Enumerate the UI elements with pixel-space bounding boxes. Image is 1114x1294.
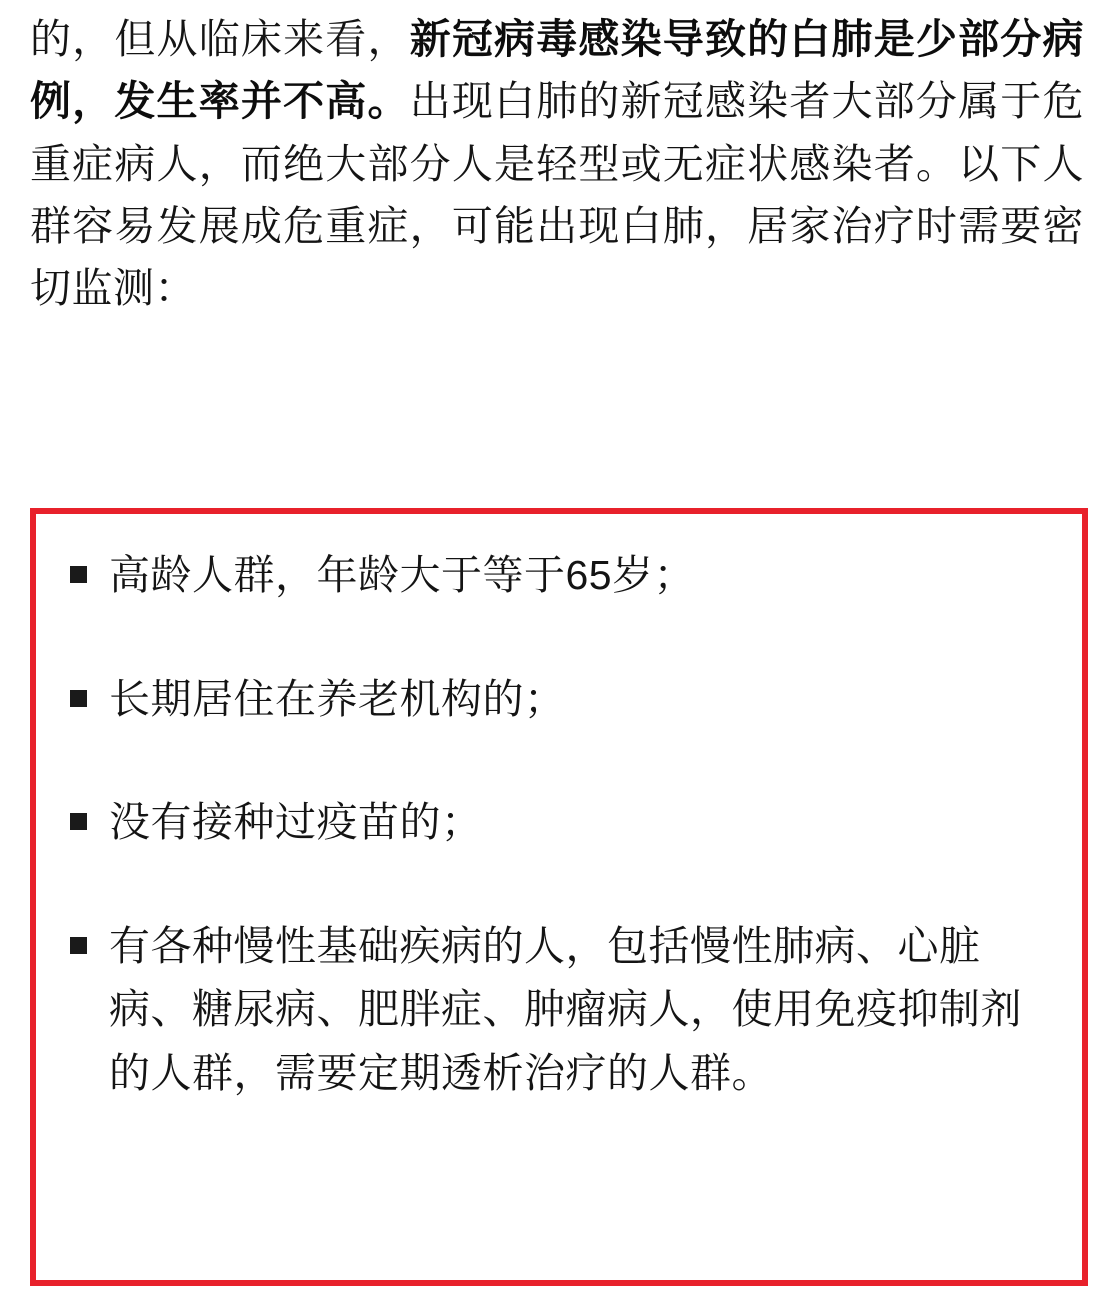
square-bullet-icon — [70, 813, 87, 830]
list-item — [70, 791, 1048, 855]
square-bullet-icon — [70, 690, 87, 707]
intro-segment-2-bold: 新冠病毒感染导致的白肺是少部分病例，发生率并不高。 — [30, 16, 1084, 125]
list-item-label: 长期居住在养老机构的； — [109, 675, 566, 722]
risk-group-list — [70, 544, 1048, 1105]
list-item-label: 有各种慢性基础疾病的人，包括慢性肺病、心脏病、糖尿病、肥胖症、肿瘤病人，使用免疫抑制剂的人群，需要定期透析治疗的人群。 — [109, 922, 1022, 1096]
list-item-label: 没有接种过疫苗的； — [109, 799, 483, 846]
list-item-label: 高龄人群，年龄大于等于65岁； — [109, 552, 696, 598]
square-bullet-icon — [70, 937, 87, 954]
list-item — [70, 668, 1048, 732]
list-item — [70, 544, 1048, 608]
square-bullet-icon — [70, 566, 87, 583]
list-item — [70, 915, 1048, 1106]
highlighted-callout-box — [30, 508, 1088, 1286]
intro-paragraph — [30, 0, 1084, 320]
intro-segment-1: 的，但从临床来看， — [30, 16, 410, 62]
intro-segment-3: 出现白肺的新冠感染者大部分属于危重症病人，而绝大部分人是轻型或无症状感染者。以下人群容易发展成危重症，可能出现白肺，居家治疗时需要密切监测： — [30, 78, 1084, 312]
